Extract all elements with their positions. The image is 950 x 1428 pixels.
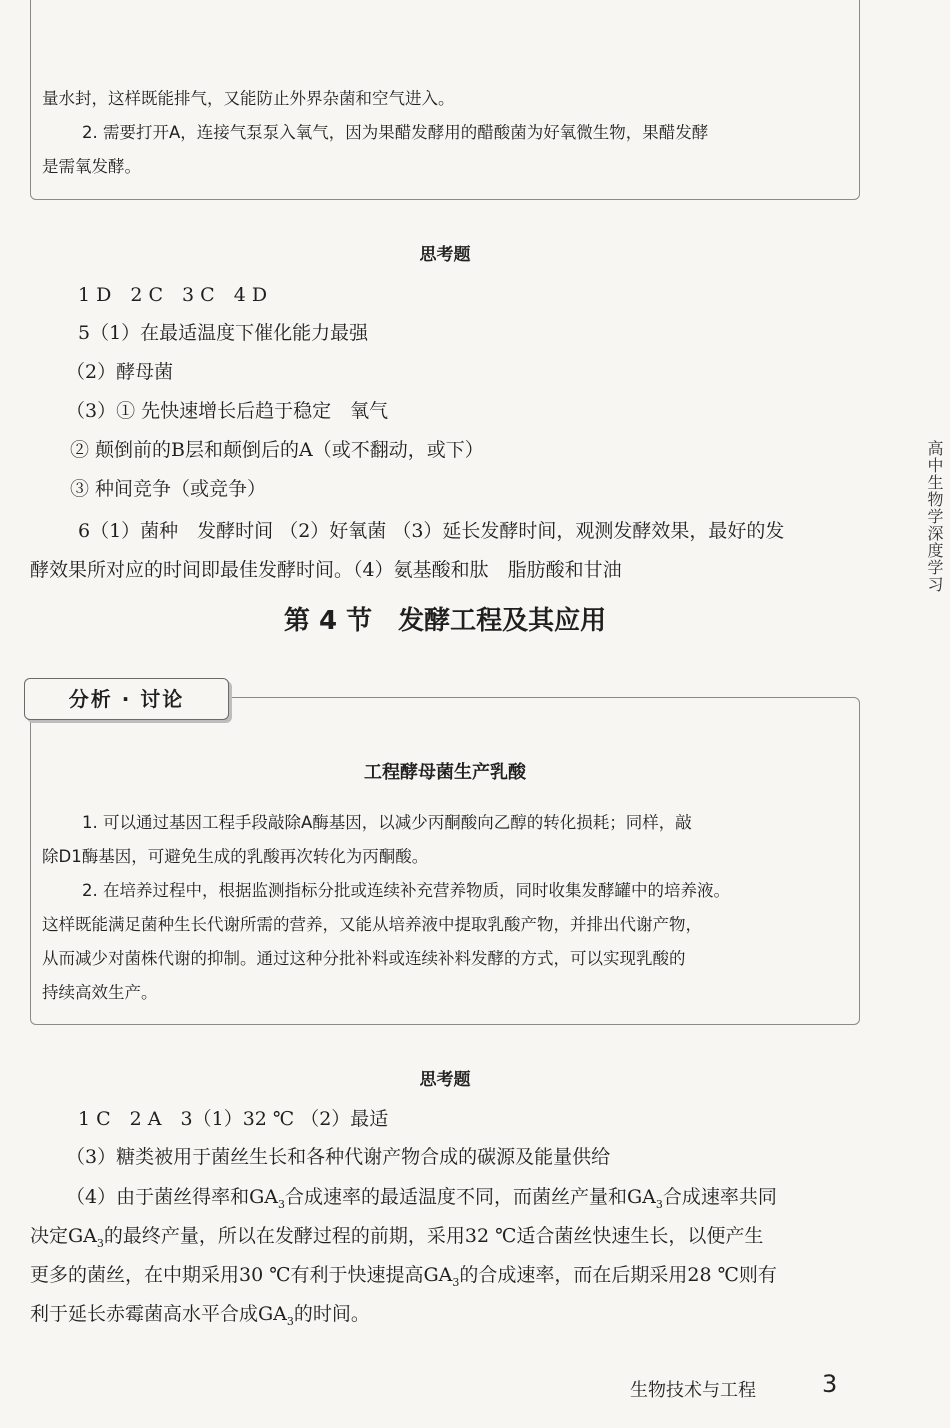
analysis-title: 工程酵母菌生产乳酸 [364, 762, 526, 783]
subscript: 3 [655, 1197, 663, 1211]
think2-line: （3）糖类被用于菌丝生长和各种代谢产物合成的碳源及能量供给 [66, 1146, 611, 1168]
think-title-2: 思考题 [419, 1070, 471, 1090]
think2-line [66, 1182, 777, 1211]
think2-line5-a: 更多的菌丝，在中期采用30 ℃有利于快速提高GA [30, 1264, 453, 1286]
think1-line: 1 D 2 C 3 C 4 D [78, 284, 268, 306]
think2-line6-b: 的时间。 [293, 1303, 370, 1325]
subscript: 3 [96, 1236, 104, 1250]
side-series-label: 高中生物学深度学习 [925, 440, 944, 593]
think2-line3-a: （4）由于菌丝得率和GA [66, 1186, 278, 1208]
subscript: 3 [452, 1275, 460, 1289]
think2-line3-b: 合成速率的最适温度不同，而菌丝产量和GA [285, 1186, 656, 1208]
analysis-line: 持续高效生产。 [42, 983, 158, 1002]
subscript: 3 [286, 1314, 294, 1328]
analysis-line: 从而减少对菌株代谢的抑制。通过这种分批补料或连续补料发酵的方式，可以实现乳酸的 [42, 949, 686, 968]
think2-line3-c: 合成速率共同 [662, 1186, 777, 1208]
page-number: 3 [822, 1370, 838, 1398]
think-title-1: 思考题 [419, 245, 471, 265]
analysis-line: 除D1酶基因，可避免生成的乳酸再次转化为丙酮酸。 [42, 847, 429, 866]
think1-line: 6（1）菌种 发酵时间 （2）好氧菌 （3）延长发酵时间，观测发酵效果，最好的发 [78, 520, 785, 542]
section-title: 第 4 节 发酵工程及其应用 [283, 606, 607, 636]
top-line-3: 是需氧发酵。 [42, 157, 141, 176]
think1-line: ② 颠倒前的B层和颠倒后的A（或不翻动，或下） [70, 439, 484, 461]
think1-line: （3）① 先快速增长后趋于稳定 氧气 [66, 400, 389, 422]
analysis-tab: 分析 · 讨论 [24, 678, 229, 720]
analysis-line: 1. 可以通过基因工程手段敲除A酶基因，以减少丙酮酸向乙醇的转化损耗；同样，敲 [82, 813, 692, 832]
analysis-line: 这样既能满足菌种生长代谢所需的营养，又能从培养液中提取乳酸产物，并排出代谢产物， [42, 915, 702, 934]
think1-line: （2）酵母菌 [66, 361, 174, 383]
think2-line [30, 1299, 370, 1328]
think2-line4-a: 决定GA [30, 1225, 97, 1247]
top-line-1: 量水封，这样既能排气，又能防止外界杂菌和空气进入。 [42, 89, 455, 108]
think2-line: 1 C 2 A 3（1）32 ℃ （2）最适 [78, 1108, 389, 1130]
think2-line5-b: 的合成速率，而在后期采用28 ℃则有 [459, 1264, 777, 1286]
analysis-line: 2. 在培养过程中，根据监测指标分批或连续补充营养物质，同时收集发酵罐中的培养液。 [82, 881, 730, 900]
think1-line: 酵效果所对应的时间即最佳发酵时间。（4）氨基酸和肽 脂肪酸和甘油 [30, 559, 622, 581]
subscript: 3 [278, 1197, 285, 1211]
think2-line4-b: 的最终产量，所以在发酵过程的前期，采用32 ℃适合菌丝快速生长，以便产生 [103, 1225, 764, 1247]
think2-line [30, 1260, 777, 1289]
think1-line: ③ 种间竞争（或竞争） [70, 478, 267, 500]
think2-line6-a: 利于延长赤霉菌高水平合成GA [30, 1303, 287, 1325]
top-line-2: 2. 需要打开A，连接气泵泵入氧气，因为果醋发酵用的醋酸菌为好氧微生物，果醋发酵 [82, 123, 709, 142]
footer-book-title: 生物技术与工程 [630, 1380, 756, 1401]
think1-line: 5（1）在最适温度下催化能力最强 [78, 322, 369, 344]
think2-line [30, 1221, 763, 1250]
